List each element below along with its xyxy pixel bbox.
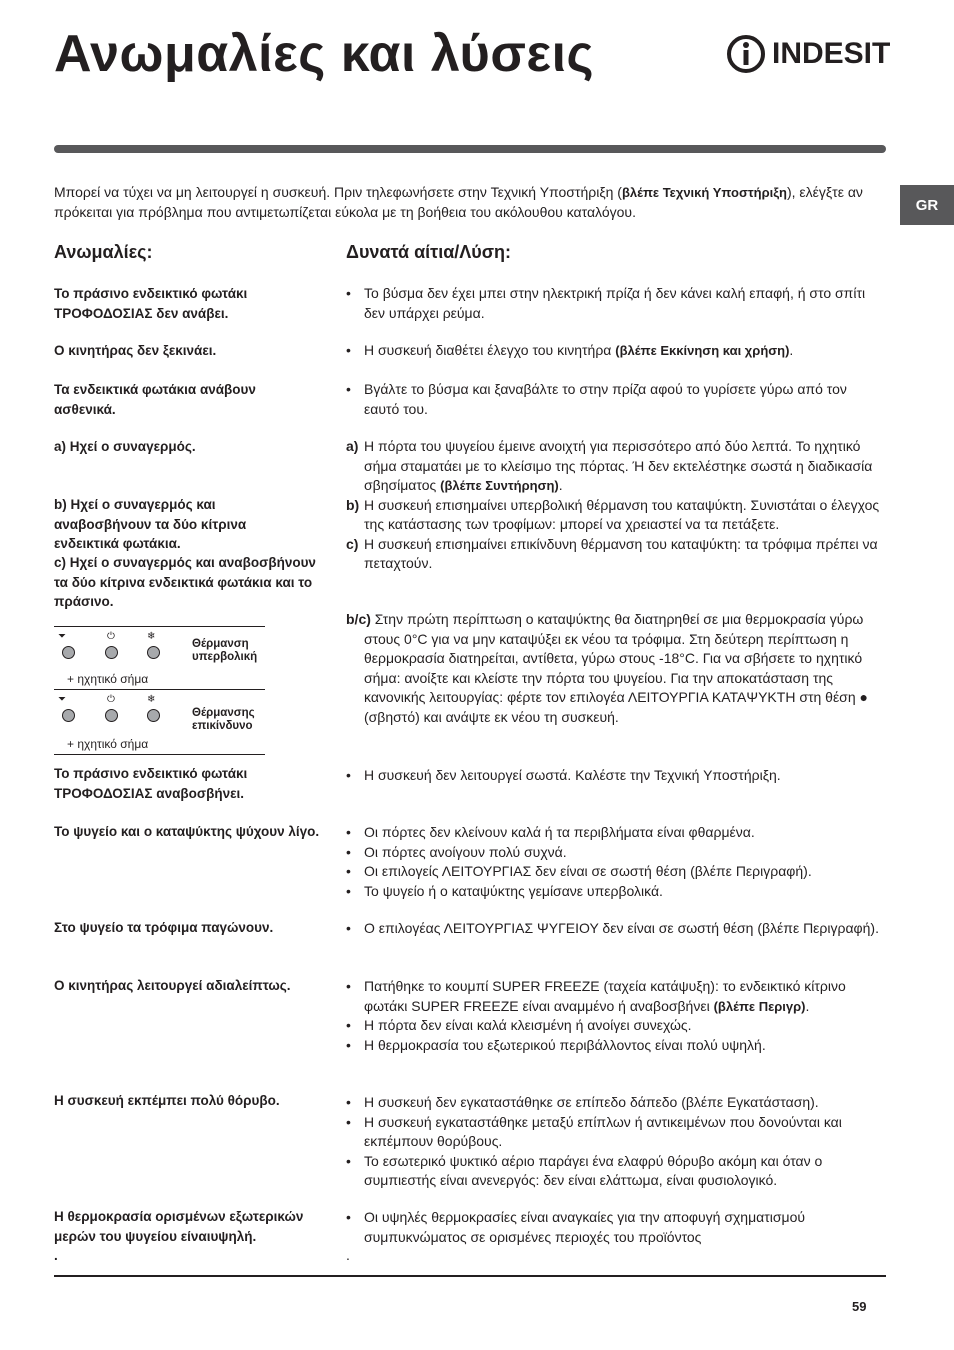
- intro-paragraph: Μπορεί να τύχει να μη λειτουργεί η συσκευή. Πριν τηλεφωνήσετε στην Τεχνική Υποστήριξη (βλέπε Τεχνική Υποστήριξη), ελέγξτε αν πρόκειται για πρόβλημα που αντιμετωπίζεται εύκολα με τη βοήθεια του ακόλουθου καταλόγου.: [54, 184, 863, 220]
- lamp-icon: [62, 646, 75, 659]
- solution-item: • Το βύσμα δεν έχει μπει στην ηλεκτρική πρίζα ή δεν κάνει καλή επαφή, ή στο σπίτι δεν υπάρχει ρεύμα.: [346, 284, 886, 323]
- brand-wordmark: INDESIT: [772, 37, 891, 70]
- lamp-icon: [105, 709, 118, 722]
- page-number: 59: [852, 1299, 867, 1314]
- solution-block: [346, 977, 886, 1055]
- lamp-icon: [105, 646, 118, 659]
- solution-item: b) Η συσκευή επισημαίνει υπερβολική θέρμανση του καταψύκτη. Συνιστάται ο έλεγχος της κατάστασης των τροφίμων: μπορεί να χρειαστεί να τα πετάξετε.: [346, 496, 880, 532]
- problem-item: c) Ηχεί ο συναγερμός και αναβοσβήνουν τα δύο κίτρινα ενδεικτικά φωτάκια και το πράσινο.: [54, 555, 316, 609]
- solution-item: • Οι επιλογείς ΛΕΙΤΟΥΡΓΙΑΣ δεν είναι σε σωστή θέση (βλέπε Περιγραφή).: [346, 862, 886, 882]
- footer-rule: [54, 1275, 886, 1277]
- solution-item: • Οι υψηλές θερμοκρασίες είναι αναγκαίες για την αποφυγή σχηματισμού συμπυκνώματος σε ορισμένες περιοχές του προϊόντος: [346, 1208, 886, 1247]
- solution-item: b/c) Στην πρώτη περίπτωση ο καταψύκτης θα διατηρηθεί σε μια θερμοκρασία γύρω στους 0°C για να μην καταψύξει εκ νέου τα τρόφιμα. Στη δεύτερη περίπτωση η θερμοκρασία διατηρείται, αντίθετα, γύρω στους -18°C. Για να σβήσετε το ηχητικό σήμα: ανοίξτε και κλείστε την πόρτα του ψυγείου. Για την αποκατάσταση της κανονικής λειτουργίας: φέρτε τον επιλογέα ΛΕΙΤΟΥΡΓΙΑ ΚΑΤΑΨΥΚΤΗ στη θέση ● (σβηστό) και ανάψτε εκ νέου τη συσκευή.: [346, 611, 868, 725]
- thermometer-icon: ⏷: [58, 694, 66, 705]
- power-icon: ⏻: [107, 694, 115, 705]
- sound-note: + ηχητικό σήμα: [67, 672, 149, 686]
- lamp-icon: [147, 646, 160, 659]
- problem-item: Στο ψυγείο τα τρόφιμα παγώνουν.: [54, 920, 274, 935]
- lamp-icon: [147, 709, 160, 722]
- indicator-label: Θέρμανση υπερβολική: [192, 638, 258, 663]
- solution-block: [346, 1208, 886, 1247]
- problem-item: .: [54, 1248, 58, 1263]
- solution-item: • Οι πόρτες ανοίγουν πολύ συχνά.: [346, 843, 886, 863]
- header-rule: [54, 145, 886, 153]
- solution-block: [346, 284, 886, 323]
- indicator-row-excessive: [54, 626, 265, 689]
- solution-item: • Το εσωτερικό ψυκτικό αέριο παράγει ένα ελαφρύ θόρυβο ακόμη και όταν ο συμπιεστής είναι ανενεργός: δεν είναι ελάττωμα, είναι φυσιολογικό.: [346, 1152, 886, 1191]
- solution-block: [346, 766, 886, 786]
- problem-item: b) Ηχεί ο συναγερμός και αναβοσβήνουν τα δύο κίτρινα ενδεικτικά φωτάκια.: [54, 497, 247, 551]
- solution-block: [346, 823, 886, 901]
- solution-block: [346, 1093, 886, 1191]
- problem-item: Τα ενδεικτικά φωτάκια ανάβουν ασθενικά.: [54, 382, 256, 417]
- solution-block: [346, 610, 886, 727]
- power-icon: ⏻: [107, 631, 115, 642]
- indicator-table: [54, 626, 265, 755]
- problem-item: Η θερμοκρασία ορισμένων εξωτερικών μερών του ψυγείου είναιυψηλή.: [54, 1209, 304, 1244]
- lamp-icon: [62, 709, 75, 722]
- problem-item: Ο κινητήρας λειτουργεί αδιαλείπτως.: [54, 978, 291, 993]
- brand-logo: [726, 34, 890, 74]
- page-title: Ανωμαλίες και λύσεις: [54, 25, 595, 83]
- solution-item: • Η θερμοκρασία του εξωτερικού περιβάλλοντος είναι πολύ υψηλή.: [346, 1036, 886, 1056]
- problem-item: a) Ηχεί ο συναγερμός.: [54, 439, 196, 454]
- solution-item: a) Η πόρτα του ψυγείου έμεινε ανοιχτή για περισσότερο από δύο λεπτά. Το ηχητικό σήμα σταματάει με το κλείσιμο της πόρτας. Ή δεν εκτελέστηκε σωστά η διαδικασία σβησίματος (βλέπε Συντήρηση).: [346, 438, 873, 493]
- solution-item: • Η συσκευή διαθέτει έλεγχο του κινητήρα (βλέπε Εκκίνηση και χρήση).: [346, 341, 886, 361]
- indicator-row-dangerous: [54, 689, 265, 755]
- solution-item: • Ο επιλογέας ΛΕΙΤΟΥΡΓΙΑΣ ΨΥΓΕΙΟΥ δεν είναι σε σωστή θέση (βλέπε Περιγραφή).: [346, 919, 886, 939]
- off-symbol-icon: ●: [859, 689, 868, 705]
- problem-item: Ο κινητήρας δεν ξεκινάει.: [54, 343, 217, 358]
- solution-item: • Το ψυγείο ή ο καταψύκτης γεμίσανε υπερβολικά.: [346, 882, 886, 902]
- problem-item: Το ψυγείο και ο καταψύκτης ψύχουν λίγο.: [54, 824, 320, 839]
- solution-item: • Πατήθηκε το κουμπί SUPER FREEZE (ταχεία κατάψυξη): το ενδεικτικό κίτρινο φωτάκι SUPER FREEZE είναι αναμμένο ή αναβοσβήνει (βλέπε Περιγρ).: [346, 977, 886, 1016]
- solution-block: [346, 341, 886, 361]
- solution-item: • Η συσκευή εγκαταστάθηκε μεταξύ επίπλων ή αντικειμένων που δονούνται και εκπέμπουν θορύβους.: [346, 1113, 886, 1152]
- solutions-heading: Δυνατά αίτια/Λύση:: [346, 242, 512, 262]
- snowflake-icon: ❄: [147, 631, 156, 642]
- problems-heading: Ανωμαλίες:: [54, 242, 153, 262]
- solution-item: • Βγάλτε το βύσμα και ξαναβάλτε το στην πρίζα αφού το γυρίσετε γύρω από τον εαυτό του.: [346, 380, 886, 419]
- indicator-label: Θέρμανσης επικίνδυνο: [192, 707, 255, 732]
- solution-item: • Η συσκευή δεν εγκαταστάθηκε σε επίπεδο δάπεδο (βλέπε Εγκατάσταση).: [346, 1093, 886, 1113]
- snowflake-icon: ❄: [147, 694, 156, 705]
- solution-item: • Η συσκευή δεν λειτουργεί σωστά. Καλέστε την Τεχνική Υποστήριξη.: [346, 766, 886, 786]
- solution-block: [346, 437, 886, 574]
- language-tab: GR: [900, 185, 954, 225]
- solution-block: [346, 380, 886, 419]
- solution-block: [346, 919, 886, 939]
- problem-item: Το πράσινο ενδεικτικό φωτάκι ΤΡΟΦΟΔΟΣΙΑΣ αναβοσβήνει.: [54, 766, 248, 801]
- thermometer-icon: ⏷: [58, 631, 66, 642]
- indesit-logo-icon: [726, 34, 766, 74]
- sound-note: + ηχητικό σήμα: [67, 737, 149, 751]
- trailing-dot: .: [346, 1247, 350, 1263]
- solution-item: • Οι πόρτες δεν κλείνουν καλά ή τα περιβλήματα είναι φθαρμένα.: [346, 823, 886, 843]
- problem-item: Το πράσινο ενδεικτικό φωτάκι ΤΡΟΦΟΔΟΣΙΑΣ δεν ανάβει.: [54, 286, 248, 321]
- solution-item: c) Η συσκευή επισημαίνει επικίνδυνη θέρμανση του καταψύκτη: τα τρόφιμα πρέπει να πεταχτούν.: [346, 535, 878, 571]
- problem-item: Η συσκευή εκπέμπει πολύ θόρυβο.: [54, 1093, 280, 1108]
- solution-item: • Η πόρτα δεν είναι καλά κλεισμένη ή ανοίγει συνεχώς.: [346, 1016, 886, 1036]
